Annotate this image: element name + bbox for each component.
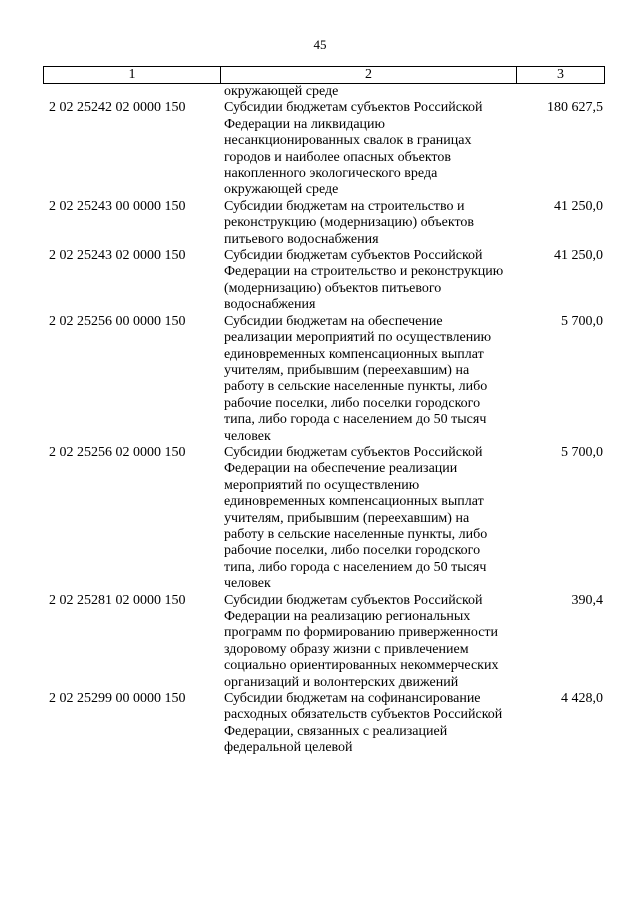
row-name: окружающей среде: [224, 84, 339, 99]
row-amount: 41 250,0: [554, 198, 603, 214]
row-amount: 41 250,0: [554, 248, 603, 264]
row-name: Субсидии бюджетам субъектов Российской Федерации на обеспечение реализации мероприятий по осуществлению единовременных компенсационных выплат учителям, прибывшим (переехавшим) на работу в сельские населенные пункты, либо рабочие поселки, либо поселки городского типа, либо города с населением до 50 тысяч человек: [224, 444, 488, 592]
header-col-3: 3: [557, 67, 564, 82]
table-row: [43, 445, 605, 593]
row-amount: 390,4: [571, 592, 603, 608]
row-code: 2 02 25281 02 0000 150: [49, 592, 186, 608]
header-col-1: 1: [44, 67, 221, 83]
table-row: [43, 100, 605, 198]
table-body: [43, 84, 605, 757]
row-code: 2 02 25242 02 0000 150: [49, 100, 186, 116]
row-name: Субсидии бюджетам на строительство и реконструкцию (модернизацию) объектов питьевого водоснабжения: [224, 198, 475, 247]
table-row: [43, 199, 605, 248]
page-number: 45: [313, 37, 327, 52]
table-row: [43, 314, 605, 445]
row-code: 2 02 25243 00 0000 150: [49, 198, 186, 214]
row-code: 2 02 25243 02 0000 150: [49, 248, 186, 264]
row-name: Субсидии бюджетам субъектов Российской Федерации на реализацию региональных программ по формированию приверженности здоровому образу жизни с привлечением социально ориентированных некоммерческих организаций и волонтерских движений: [224, 592, 499, 690]
row-amount: 5 700,0: [561, 313, 603, 329]
table-row: [43, 593, 605, 691]
header-col-2: 2: [221, 67, 517, 83]
row-code: 2 02 25256 02 0000 150: [49, 444, 186, 460]
row-name: Субсидии бюджетам субъектов Российской Федерации на строительство и реконструкцию (модернизацию) объектов питьевого водоснабжения: [224, 248, 504, 313]
table-header: [43, 66, 605, 84]
row-name: Субсидии бюджетам на софинансирование расходных обязательств субъектов Российской Федерации, связанных с реализацией федеральной целевой: [224, 691, 503, 756]
row-amount: 180 627,5: [547, 100, 603, 116]
table-row: [43, 84, 605, 100]
row-amount: 4 428,0: [561, 691, 603, 707]
table-row: [43, 691, 605, 757]
row-code: 2 02 25299 00 0000 150: [49, 691, 186, 707]
row-name: Субсидии бюджетам на обеспечение реализации мероприятий по осуществлению единовременных компенсационных выплат учителям, прибывшим (переехавшим) на работу в сельские населенные пункты, либо рабочие поселки, либо поселки городского типа, либо города с населением до 50 тысяч человек: [224, 313, 492, 444]
row-code: 2 02 25256 00 0000 150: [49, 313, 186, 329]
table-row: [43, 248, 605, 314]
row-amount: 5 700,0: [561, 444, 603, 460]
row-name: Субсидии бюджетам субъектов Российской Федерации на ликвидацию несанкционированных свалок в границах городов и наиболее опасных объектов накопленного экологического вреда окружающей среде: [224, 100, 483, 198]
